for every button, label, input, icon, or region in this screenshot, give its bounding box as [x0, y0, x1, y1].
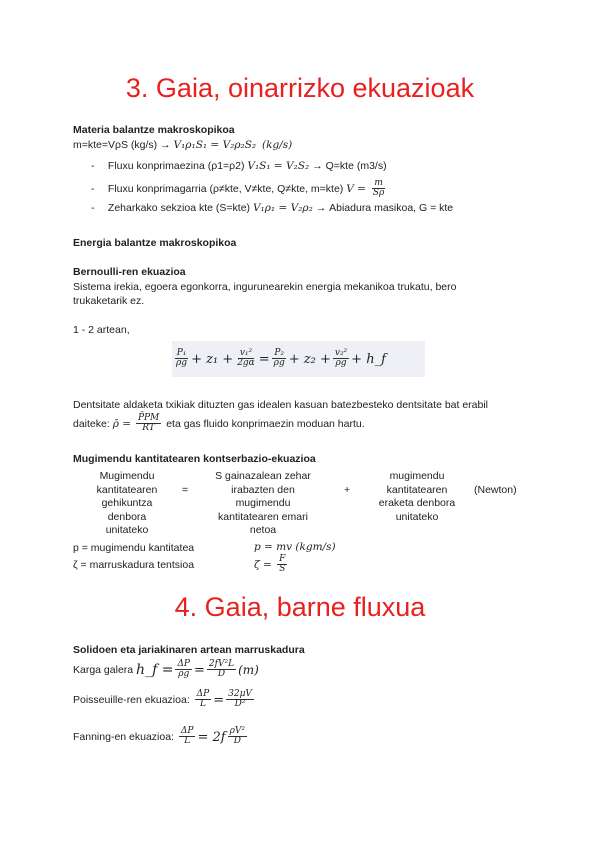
between-label: 1 - 2 artean, — [73, 324, 130, 336]
eq-equals: = — [258, 351, 270, 367]
karga-num1: ΔP — [177, 659, 190, 669]
z-denominator: S — [279, 564, 286, 575]
karga-frac1 — [175, 660, 192, 680]
pois-den1: L — [199, 699, 206, 710]
bullet-dash: - — [91, 182, 95, 195]
pois-den2: D² — [234, 699, 246, 710]
bullet-fraction — [371, 179, 386, 199]
momentum-equals: = — [182, 484, 189, 496]
eq-p2: P₂ — [274, 347, 285, 358]
bullet-text: Fluxu konprimaezina (ρ1=ρ2) — [107, 160, 245, 172]
col2-line: irabazten den — [231, 483, 295, 496]
col2-line: netoa — [249, 524, 277, 536]
friction-heading: Solidoen eta jariakinaren artean marruskadura — [73, 644, 305, 656]
karga-num2: 2fV²L — [208, 659, 235, 669]
bernoulli-equation — [172, 341, 425, 377]
col1-line: denbora — [107, 510, 147, 523]
bullet-constant-section — [91, 202, 453, 214]
bullet-text: Zeharkako sekzioa kte (S=kte) — [107, 202, 251, 214]
karga-den2: D — [217, 669, 226, 680]
bernoulli-line2: trukaketarik ez. — [73, 295, 145, 307]
col3-line: unitateko — [395, 510, 439, 523]
fanning-row — [73, 727, 249, 747]
momentum-z-eq — [254, 555, 289, 575]
pois-label: Poisseuille-ren ekuazioa: — [73, 694, 190, 707]
eq-v2: v₂² — [334, 347, 348, 358]
bullet-incompressible — [91, 160, 387, 172]
fann-mid: = 2f — [197, 729, 226, 745]
momentum-z-def: ζ = marruskadura tentsioa — [73, 559, 195, 571]
bernoulli-line1: Sistema irekia, egoera egonkorra, ingurunearekin energia mekanikoa trukatu, bero — [73, 281, 457, 293]
eq-frac-v1 — [235, 349, 257, 369]
section-3-title: 3. Gaia, oinarrizko ekuazioak — [125, 73, 475, 103]
density-line2 — [73, 414, 365, 434]
bernoulli-heading: Bernoulli-ren ekuazioa — [73, 266, 186, 278]
karga-unit: (m) — [238, 663, 259, 678]
fann-frac1 — [179, 727, 196, 747]
momentum-newton: (Newton) — [474, 484, 517, 496]
col1-line: gehikuntza — [101, 497, 153, 509]
col2-line: S gainazalean zehar — [215, 470, 311, 482]
fann-den1: L — [184, 736, 191, 747]
pois-num2: 32μV — [228, 689, 252, 699]
fann-den2: D — [233, 736, 241, 747]
pois-num1: ΔP — [196, 689, 210, 699]
bullet-eq: V₁S₁ = V₂S₂ — [247, 160, 310, 172]
momentum-plus: + — [344, 484, 351, 496]
materia-line1-text: m=kte=VρS (kg/s) → — [73, 139, 171, 151]
materia-line1-eq: V₁ρ₁S₁ = V₂ρ₂S₂ — [173, 139, 257, 151]
bullet-eq: V₁ρ₁ = V₂ρ₂ — [252, 202, 313, 214]
fann-frac2 — [228, 727, 247, 747]
eq-v1: v₁² — [239, 347, 253, 358]
z-fraction — [277, 555, 287, 575]
eq-2g-alpha: 2gα — [237, 358, 255, 369]
col3-line: eraketa denbora — [378, 497, 456, 509]
fann-label: Fanning-en ekuazioa: — [73, 731, 174, 744]
eq-z2: + z₂ + — [288, 351, 331, 367]
eq-rho-g: ρg — [176, 358, 188, 369]
karga-frac2 — [207, 660, 236, 680]
z-numerator: F — [279, 554, 286, 564]
momentum-p-eq: p = mv (kgm/s) — [254, 541, 336, 553]
fann-num2: ρV² — [229, 726, 245, 736]
eq-rho-g: ρg — [273, 358, 285, 369]
eq-p1: P₁ — [176, 347, 187, 358]
momentum-col1 — [73, 470, 181, 538]
pois-frac2 — [226, 690, 254, 710]
z-eq-lhs: ζ = — [254, 559, 272, 572]
energia-heading: Energia balantze makroskopikoa — [73, 237, 237, 249]
bullet-text: Fluxu konprimagarria (ρ≠kte, V≠kte, Q≠kte, m=kte) — [107, 182, 344, 195]
bullet-tail: → Q=kte (m3/s) — [312, 160, 387, 172]
col1-line: kantitatearen — [96, 483, 158, 496]
density-fraction — [136, 414, 161, 434]
eq-frac-p2 — [272, 349, 287, 369]
materia-line1 — [73, 139, 292, 151]
momentum-col3 — [367, 470, 467, 524]
col2-line: mugimendu — [235, 497, 291, 509]
poiseuille-row: Poisseuille-ren ekuazioa: $\frac{\Delta P}{L}$ = $\frac{32\mu V}{\text{D²}}$ — [73, 689, 252, 710]
eq-z1: + z₁ + — [191, 351, 234, 367]
pois-frac1 — [195, 690, 212, 710]
col3-line: mugimendu — [389, 470, 445, 482]
fraction-denominator: Sρ — [372, 188, 385, 199]
col3-line: kantitatearen — [386, 483, 448, 496]
col2-line: kantitatearen emari — [218, 510, 308, 523]
karga-den1: ρg — [178, 669, 190, 680]
col1-line: Mugimendu — [99, 470, 155, 482]
fann-num1: ΔP — [180, 726, 194, 736]
density-denominator: RT — [142, 423, 155, 434]
materia-line1-units: (kg/s) — [262, 139, 293, 151]
bullet-compressible — [91, 179, 388, 199]
density-line2b: eta gas fluido konprimaezin moduan hartu. — [166, 417, 365, 430]
fraction-numerator: m — [374, 178, 383, 188]
momentum-heading: Mugimendu kantitatearen kontserbazio-ekuazioa — [73, 453, 316, 465]
density-line2a: daiteke: — [73, 417, 110, 430]
bullet-tail: → Abiadura masikoa, G = kte — [315, 202, 454, 214]
karga-label: Karga galera — [73, 664, 134, 677]
momentum-col2 — [204, 470, 322, 538]
materia-heading: Materia balantze makroskopikoa — [73, 124, 235, 136]
eq-hf: + h_f — [351, 351, 386, 367]
eq-rho-g: ρg — [335, 358, 347, 369]
section-4-title: 4. Gaia, barne fluxua — [174, 592, 426, 622]
eq-frac-v2 — [333, 349, 349, 369]
col1-line: unitateko — [105, 524, 149, 536]
momentum-p-def: p = mugimendu kantitatea — [73, 542, 195, 554]
bullet-dash: - — [91, 160, 95, 172]
density-rho: ρ̄ = — [112, 417, 132, 430]
bullet-eq: V = — [346, 182, 366, 195]
karga-lhs: h_f = — [136, 662, 174, 679]
karga-galera-row: Karga galera h_f = $\frac{\Delta P}{\rho g}$ = $\frac{\text{2fV²L}}{D}$ (m) — [73, 659, 259, 680]
density-numerator: P̄PM — [137, 413, 160, 423]
bullet-dash: - — [91, 202, 95, 214]
eq-frac-p1 — [174, 349, 189, 369]
density-line1: Dentsitate aldaketa txikiak dituzten gas idealen kasuan batezbesteko dentsitate bat erabil — [73, 399, 489, 411]
